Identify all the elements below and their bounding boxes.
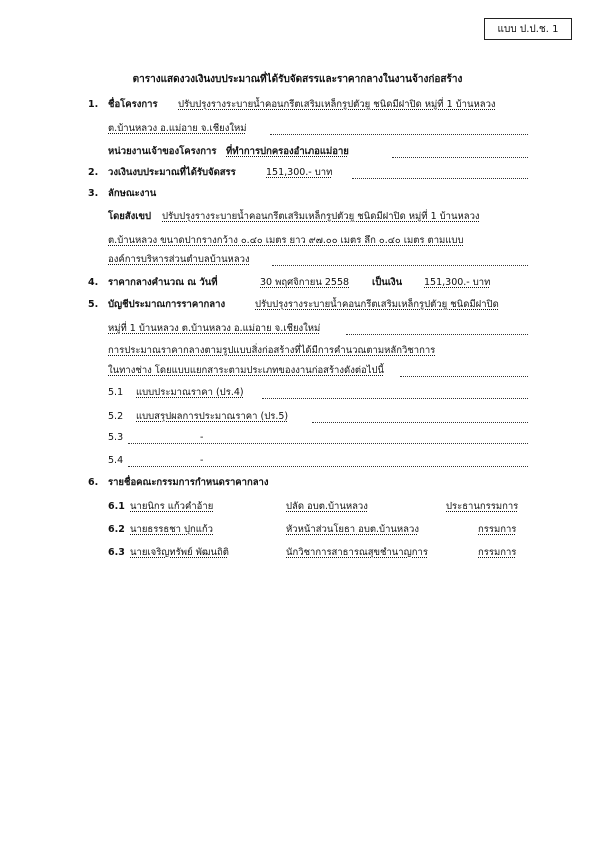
estimate-label: บัญชีประมาณการราคากลาง	[108, 299, 226, 310]
dotted-line	[270, 134, 528, 135]
member-position: นักวิชาการสาธารณสุขชำนาญการ	[286, 547, 428, 558]
estimate-item-number: 5.2	[108, 411, 124, 422]
estimate-line4: ในทางช่าง โดยแบบแยกสาระตามประเภทของงานก่อสร้างดังต่อไปนี้	[108, 365, 385, 376]
section-2-number: 2.	[88, 167, 99, 178]
member-position: ปลัด อบต.บ้านหลวง	[286, 501, 368, 512]
project-name-label: ชื่อโครงการ	[108, 99, 158, 110]
work-nature-line3: องค์การบริหารส่วนตำบลบ้านหลวง	[108, 254, 250, 265]
estimate-item-number: 5.3	[108, 432, 124, 443]
dotted-line	[262, 398, 528, 399]
member-number: 6.3	[108, 547, 125, 558]
member-name: นายนิกร แก้วคำอ้าย	[130, 501, 214, 512]
budget-value: 151,300.- บาท	[266, 167, 333, 178]
member-name: นายเจริญทรัพย์ พัฒนถิติ	[130, 547, 229, 558]
agency-value: ที่ทำการปกครองอำเภอแม่อาย	[226, 146, 349, 157]
dotted-line	[346, 334, 528, 335]
median-price-amount: 151,300.- บาท	[424, 277, 491, 288]
form-code-box	[484, 18, 572, 40]
estimate-item-text: แบบประมาณราคา (ปร.4)	[136, 387, 244, 398]
median-price-label: ราคากลางคำนวณ ณ วันที่	[108, 277, 218, 288]
member-number: 6.1	[108, 501, 125, 512]
form-code: แบบ ป.ป.ช. 1	[497, 23, 559, 35]
dotted-line	[312, 422, 528, 423]
estimate-item-number: 5.4	[108, 455, 124, 466]
estimate-line2: หมู่ที่ 1 บ้านหลวง ต.บ้านหลวง อ.แม่อาย จ.เชียงใหม่	[108, 323, 321, 334]
dotted-line	[392, 157, 528, 158]
section-1-number: 1.	[88, 99, 99, 110]
member-position: หัวหน้าส่วนโยธา อบต.บ้านหลวง	[286, 524, 419, 535]
section-6-number: 6.	[88, 477, 99, 488]
project-name-line2: ต.บ้านหลวง อ.แม่อาย จ.เชียงใหม่	[108, 123, 247, 134]
section-4-number: 4.	[88, 277, 99, 288]
estimate-item-text: แบบสรุปผลการประมาณราคา (ปร.5)	[136, 411, 289, 422]
dotted-line	[272, 265, 528, 266]
member-role: กรรมการ	[478, 547, 517, 558]
work-nature-line2: ต.บ้านหลวง ขนาดปากรางกว้าง ๐.๔๐ เมตร ยาว ๙๗.๐๐ เมตร ลึก ๐.๔๐ เมตร ตามแบบ	[108, 235, 464, 246]
work-nature-label: ลักษณะงาน	[108, 188, 157, 199]
document-title: ตารางแสดงวงเงินงบประมาณที่ได้รับจัดสรรและราคากลางในงานจ้างก่อสร้าง	[132, 74, 463, 85]
dotted-line	[400, 376, 528, 377]
work-nature-lead: โดยสังเขป	[108, 211, 152, 222]
work-nature-line1: ปรับปรุงรางระบายน้ำคอนกรีตเสริมเหล็กรูปตัวยู ชนิดมีฝาปิด หมู่ที่ 1 บ้านหลวง	[162, 211, 480, 222]
dotted-line	[352, 178, 528, 179]
dotted-line	[128, 466, 528, 467]
estimate-item-number: 5.1	[108, 387, 124, 398]
estimate-line3: การประมาณราคากลางตามรูปแบบสิ่งก่อสร้างที่ได้มีการคำนวณตามหลักวิชาการ	[108, 345, 436, 356]
member-role: ประธานกรรมการ	[446, 501, 519, 512]
budget-label: วงเงินงบประมาณที่ได้รับจัดสรร	[108, 167, 236, 178]
estimate-item-text: -	[200, 432, 204, 443]
section-5-number: 5.	[88, 299, 99, 310]
dotted-line	[128, 443, 528, 444]
agency-label: หน่วยงานเจ้าของโครงการ	[108, 146, 217, 157]
amount-label: เป็นเงิน	[372, 277, 403, 288]
member-role: กรรมการ	[478, 524, 517, 535]
median-price-date: 30 พฤศจิกายน 2558	[260, 277, 350, 288]
member-number: 6.2	[108, 524, 125, 535]
committee-label: รายชื่อคณะกรรมการกำหนดราคากลาง	[108, 477, 269, 488]
member-name: นายธรรธชา ปุกแก้ว	[130, 524, 213, 535]
estimate-item-text: -	[200, 455, 204, 466]
estimate-line1: ปรับปรุงรางระบายน้ำคอนกรีตเสริมเหล็กรูปตัวยู ชนิดมีฝาปิด	[255, 299, 499, 310]
section-3-number: 3.	[88, 188, 99, 199]
project-name-line1: ปรับปรุงรางระบายน้ำคอนกรีตเสริมเหล็กรูปตัวยู ชนิดมีฝาปิด หมู่ที่ 1 บ้านหลวง	[178, 99, 496, 110]
